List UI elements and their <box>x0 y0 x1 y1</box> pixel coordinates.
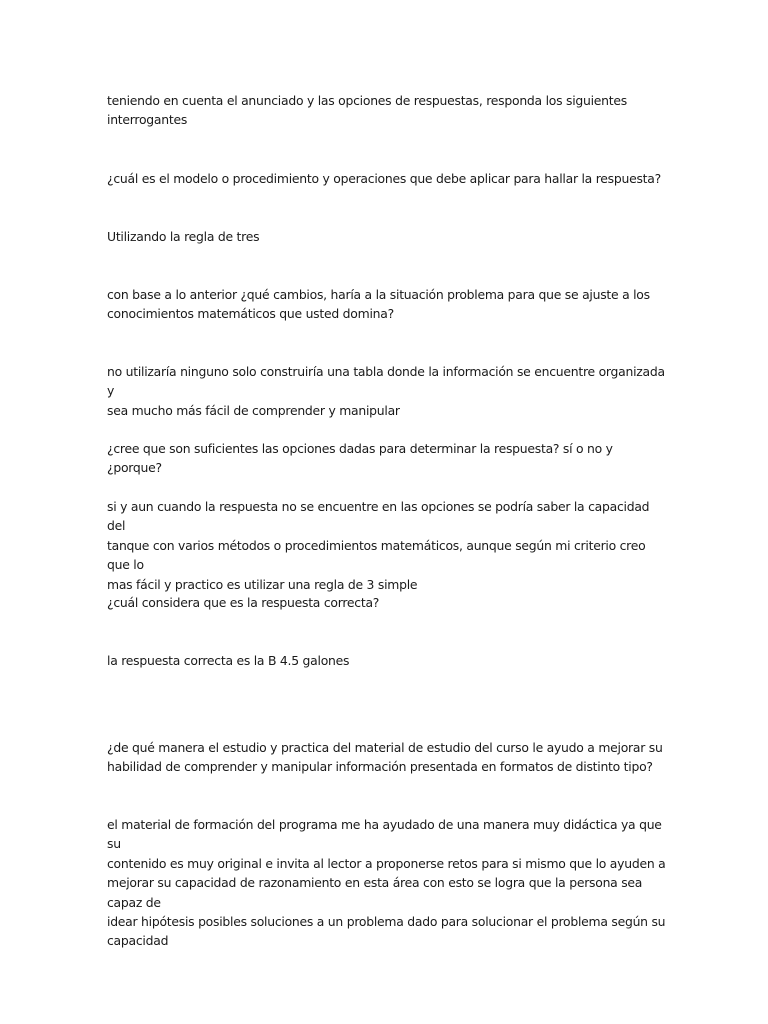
answer-study-material: el material de formación del programa me ha ayudado de una manera muy didáctica ya que su contenido es muy original e invita al lector a proponerse retos para si mismo que lo ayuden a mejorar su capacidad de razonamiento en esta área con esto se logra que la persona sea capaz de idear hipótesis posibles soluciones a un problema dado para solucionar el problema según su capacidad <box>107 817 666 949</box>
question-procedure: ¿cuál es el modelo o procedimiento y operaciones que debe aplicar para hallar la respuesta? <box>107 171 661 186</box>
answer-sufficient-options: si y aun cuando la respuesta no se encuentre en las opciones se podría saber la capacidad del tanque con varios métodos o procedimientos matemáticos, aunque según mi criterio creo que lo mas fácil y practico es utilizar una regla de 3 simple <box>107 499 650 592</box>
paragraph-instructions: teniendo en cuenta el anunciado y las opciones de respuestas, responda los siguientes interrogantes <box>107 93 627 128</box>
answer-procedure: Utilizando la regla de tres <box>107 229 260 244</box>
question-changes: con base a lo anterior ¿qué cambios, haría a la situación problema para que se ajuste a los conocimientos matemáticos que usted domina? <box>107 287 650 322</box>
question-sufficient-options: ¿cree que son suficientes las opciones dadas para determinar la respuesta? sí o no y ¿porque? <box>107 441 613 476</box>
answer-correct-answer: la respuesta correcta es la B 4.5 galones <box>107 653 350 668</box>
answer-changes: no utilizaría ninguno solo construiría una tabla donde la información se encuentre organizada y sea mucho más fácil de comprender y manipular <box>107 364 665 418</box>
question-correct-answer: ¿cuál considera que es la respuesta correcta? <box>107 595 380 610</box>
question-study-material: ¿de qué manera el estudio y practica del material de estudio del curso le ayudo a mejorar su habilidad de comprender y manipular información presentada en formatos de distinto tipo? <box>107 740 663 775</box>
